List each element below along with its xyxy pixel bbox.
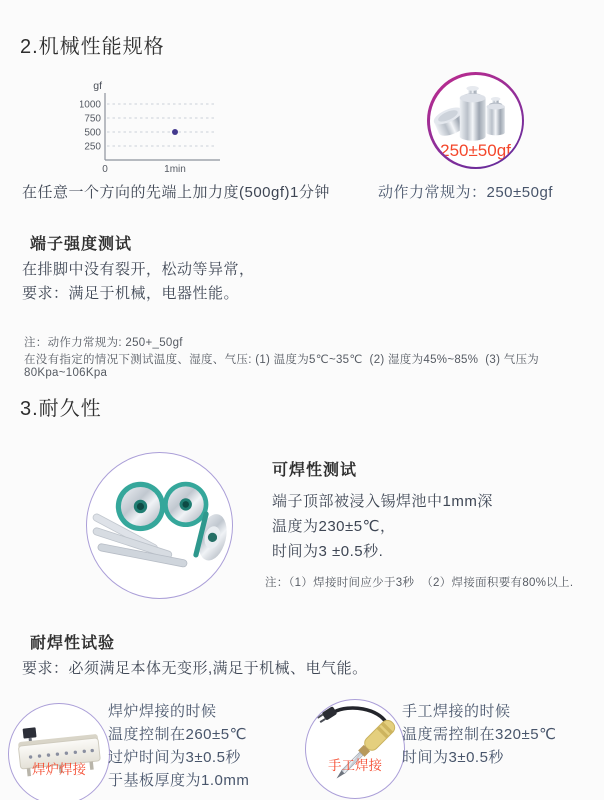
terminal-test-line2: 要求：满足于机械，电器性能。	[22, 285, 240, 302]
hand-line3: 时间为3±0.5秒	[402, 749, 504, 766]
weight-small	[486, 97, 504, 135]
oven-line1: 焊炉焊接的时候	[108, 703, 217, 720]
hand-line1: 手工焊接的时候	[402, 703, 511, 720]
oven-monitor	[23, 727, 37, 738]
oven-line3: 过炉时间为3±0.5秒	[108, 749, 241, 766]
weights-photo-badge	[427, 72, 524, 169]
mech-note-line2: 在没有指定的情况下测试温度、湿度、气压: (1) 温度为5℃~35℃ (2) 湿度为45%~85% (3) 气压为80Kpa~106Kpa	[24, 354, 540, 379]
mech-caption: 在任意一个方向的先端上加力度(500gf)1分钟	[22, 184, 330, 201]
weights-force-label: 250±50gf	[440, 140, 511, 160]
section-title-durability: 3.耐久性	[20, 398, 102, 420]
solderability-heading: 可焊性测试	[272, 462, 358, 479]
solder-spool-1	[116, 482, 165, 531]
force-chart	[80, 80, 230, 175]
terminal-test-line1: 在排脚中没有裂开，松动等异常，	[22, 261, 255, 278]
oven-line2: 温度控制在260±5℃	[108, 726, 247, 743]
iron-cord	[334, 708, 387, 724]
solder-spool-2	[163, 482, 208, 527]
iron-plug	[316, 706, 337, 724]
svg-text:750: 750	[84, 113, 101, 125]
solderability-note: 注：（1）焊接时间应少于3秒 （2）焊接面积要有80%以上.	[265, 577, 574, 589]
hand-line2: 温度需控制在320±5℃	[402, 726, 557, 743]
mech-note-line1: 注：动作力常规为: 250+_50gf	[24, 337, 183, 349]
solderability-line3: 时间为3 ±0.5秒.	[272, 543, 384, 560]
solder-photo	[86, 452, 233, 599]
solder-image	[87, 453, 231, 597]
heat-test-heading: 耐焊性试验	[30, 635, 116, 652]
oven-photo-badge	[8, 703, 110, 800]
svg-text:500: 500	[84, 127, 101, 139]
svg-text:250: 250	[84, 141, 101, 153]
svg-text:1min: 1min	[164, 164, 186, 175]
oven-badge-label: 焊炉焊接	[32, 762, 86, 777]
iron-badge-label: 手工焊接	[328, 758, 382, 773]
heat-test-requirement: 要求：必须满足本体无变形,满足于机械、电气能。	[22, 660, 368, 677]
weights-photo	[430, 75, 522, 167]
svg-text:0: 0	[102, 164, 108, 175]
section-title-mechanical: 2.机械性能规格	[20, 36, 165, 58]
solderability-line2: 温度为230±5℃，	[272, 518, 396, 535]
svg-text:1000: 1000	[80, 99, 101, 111]
iron-photo-badge	[305, 699, 405, 799]
action-force-text: 动作力常规为：250±50gf	[378, 184, 553, 201]
solderability-line1: 端子顶部被浸入锡焊池中1mm深	[272, 493, 493, 510]
force-chart-svg	[80, 80, 230, 175]
terminal-test-heading: 端子强度测试	[30, 236, 133, 253]
oven-line4: 于基板厚度为1.0mm	[108, 772, 250, 789]
weight-large	[459, 86, 485, 141]
svg-text:gf: gf	[93, 80, 102, 92]
